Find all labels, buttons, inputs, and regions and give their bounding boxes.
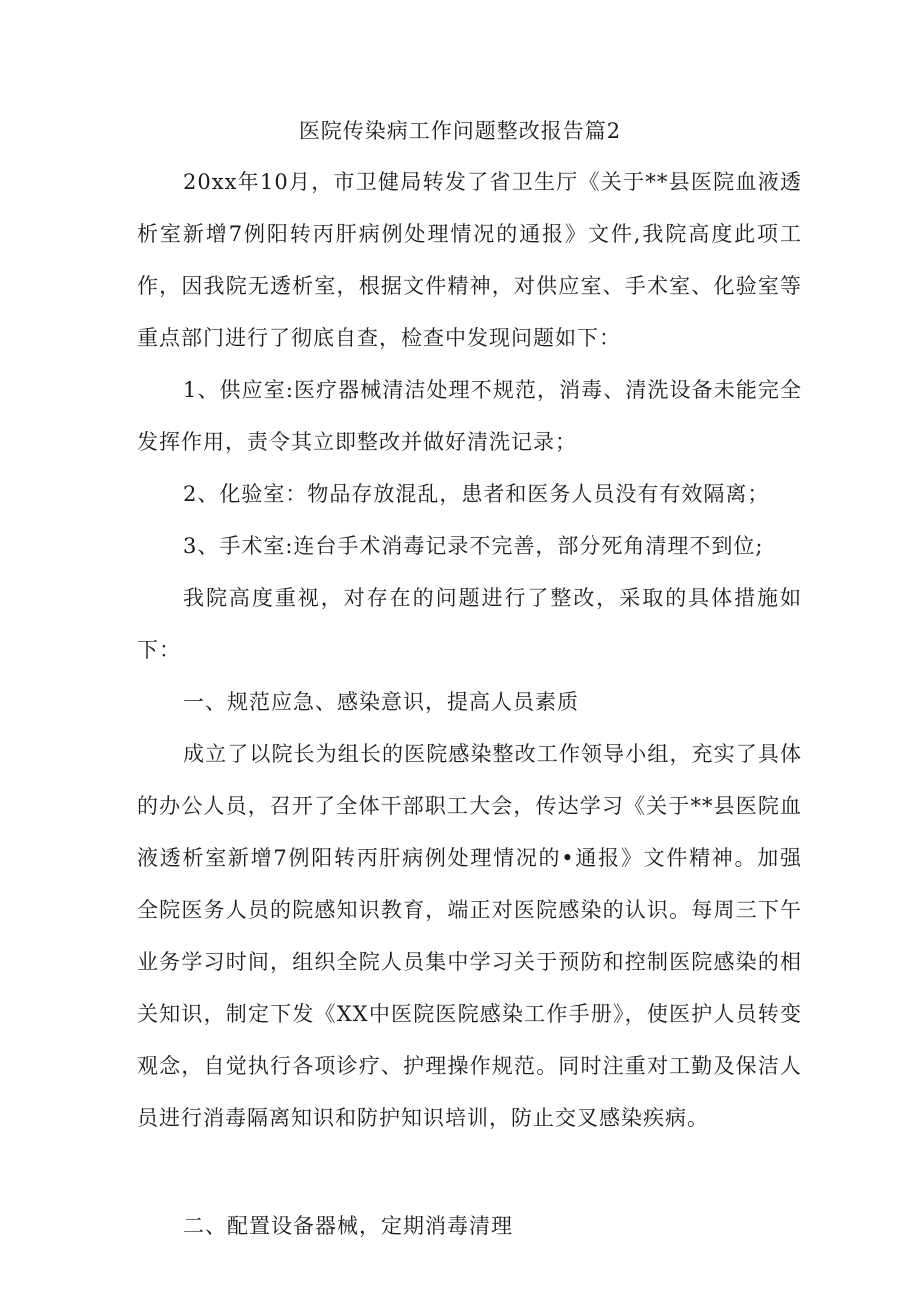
issue-laboratory: 2、化验室：物品存放混乱，患者和医务人员没有有效隔离； <box>183 482 770 506</box>
issue-operating-room: 3、手术室:连台手术消毒记录不完善，部分死角清理不到位; <box>183 534 764 558</box>
section-heading-2: 二、配置设备器械，定期消毒清理 <box>183 1214 513 1238</box>
section-heading-1: 一、规范应急、感染意识，提高人员素质 <box>183 690 579 714</box>
measures-intro-paragraph: 我院高度重视，对存在的问题进行了整改，采取的具体措施如下： <box>137 586 802 662</box>
issue-supply-room: 1、供应室:医疗器械清洁处理不规范，消毒、清洗设备未能完全发挥作用，责令其立即整改并做好清洗记录； <box>137 378 802 454</box>
intro-paragraph: 20xx年10月，市卫健局转发了省卫生厅《关于**县医院血液透析室新增7例阳转丙肝病例处理情况的通报》文件,我院高度此项工作，因我院无透析室，根据文件精神，对供应室、手术室、化验室等重点部门进行了彻底自查，检查中发现问题如下： <box>137 170 802 350</box>
document-title: 医院传染病工作问题整改报告篇2 <box>298 119 622 143</box>
section-1-body: 成立了以院长为组长的医院感染整改工作领导小组，充实了具体的办公人员，召开了全体干部职工大会，传达学习《关于**县医院血液透析室新增7例阳转丙肝病例处理情况的•通报》文件精神。加强全院医务人员的院感知识教育，端正对医院感染的认识。每周三下午业务学习时间，组织全院人员集中学习关于预防和控制医院感染的相关知识，制定下发《XX中医院医院感染工作手册》，使医护人员转变观念，自觉执行各项诊疗、护理操作规范。同时注重对工勤及保洁人员进行消毒隔离知识和防护知识培训，防止交叉感染疾病。 <box>137 742 802 1130</box>
